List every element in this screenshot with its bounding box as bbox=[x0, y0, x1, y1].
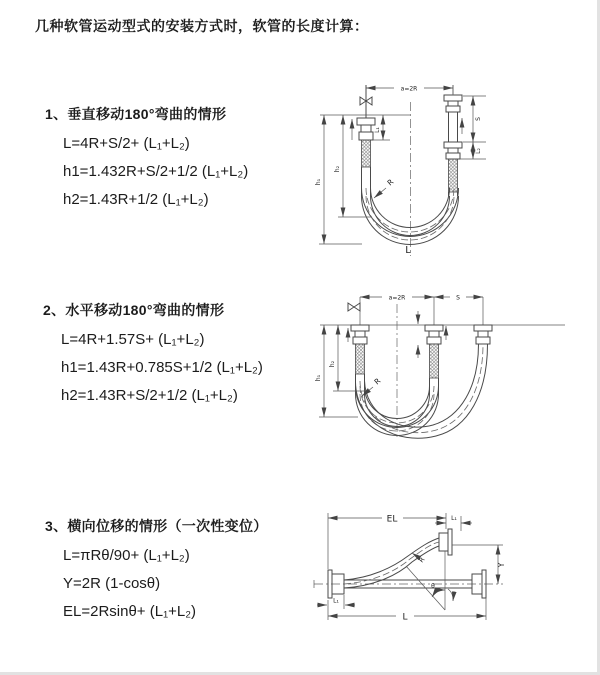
upper-flange bbox=[439, 529, 452, 555]
section-heading: 1、垂直移动180°弯曲的情形 bbox=[45, 106, 227, 122]
right-flange-lower bbox=[444, 142, 462, 159]
right-flange bbox=[474, 325, 492, 344]
right-flange-upper bbox=[444, 95, 462, 112]
formula-h1: h1=1.43R+0.785S+1/2 (L₁+L₂) bbox=[61, 359, 263, 376]
dim-label-span: a=2R bbox=[400, 85, 418, 93]
page-title: 几种软管运动型式的安装方式时，软管的长度计算： bbox=[35, 18, 369, 34]
dim-label-el: EL bbox=[386, 514, 398, 525]
section-vertical-movement bbox=[45, 104, 248, 214]
dim-label-h1: h₁ bbox=[315, 374, 322, 382]
left-flange bbox=[351, 325, 369, 344]
braided-hose-section bbox=[449, 159, 458, 192]
dim-label-h2: h₂ bbox=[329, 360, 336, 368]
formula-h2: h2=1.43R+S/2+1/2 (L₁+L₂) bbox=[61, 387, 238, 404]
dim-label-l: L bbox=[405, 245, 411, 256]
dim-label-h1: h₁ bbox=[315, 178, 322, 186]
section-heading: 3、横向位移的情形（一次性变位） bbox=[45, 518, 268, 534]
braided-hose-section bbox=[362, 140, 371, 167]
valve-icon bbox=[348, 303, 360, 311]
dim-label-span: a=2R bbox=[388, 294, 406, 302]
diagram-vertical-bend bbox=[310, 72, 600, 262]
dim-label-l1-bottom: L₁ bbox=[333, 597, 339, 605]
dim-label-r: R bbox=[417, 555, 427, 565]
dim-label-r: R bbox=[372, 376, 383, 387]
dim-label-s: S bbox=[475, 117, 482, 121]
dim-label-l: L bbox=[402, 612, 408, 623]
diagram-lateral-displacement bbox=[300, 498, 600, 638]
formula-L: L=πRθ/90+ (L₁+L₂) bbox=[63, 547, 190, 564]
dim-label-s: S bbox=[456, 294, 460, 302]
section-horizontal-movement bbox=[43, 300, 263, 410]
dim-label-l1-top: L₁ bbox=[451, 515, 457, 522]
dim-label-y: Y bbox=[497, 562, 506, 568]
formula-h2: h2=1.43R+1/2 (L₁+L₂) bbox=[63, 191, 209, 208]
formula-h1: h1=1.432R+S/2+1/2 (L₁+L₂) bbox=[63, 163, 249, 180]
dim-label-l2: L₂ bbox=[475, 148, 482, 154]
left-flange bbox=[357, 118, 375, 140]
formula-L: L=4R+S/2+ (L₁+L₂) bbox=[63, 135, 190, 152]
diagram-horizontal-bend bbox=[310, 282, 600, 462]
dim-label-h2: h₂ bbox=[334, 165, 341, 173]
formula-L: L=4R+1.57S+ (L₁+L₂) bbox=[61, 331, 205, 348]
formula-EL: EL=2Rsinθ+ (L₁+L₂) bbox=[63, 603, 197, 620]
dim-label-theta: θ bbox=[431, 583, 435, 590]
dim-label-r: R bbox=[385, 177, 396, 188]
dim-label-l1: L₁ bbox=[374, 127, 381, 133]
middle-flange bbox=[425, 325, 443, 344]
braided-hose-section bbox=[356, 344, 365, 374]
section-lateral-displacement bbox=[45, 516, 268, 626]
braided-hose-section bbox=[430, 344, 439, 378]
formula-Y: Y=2R (1-cosθ) bbox=[63, 575, 161, 592]
section-heading: 2、水平移动180°弯曲的情形 bbox=[43, 302, 225, 318]
valve-icon bbox=[360, 85, 372, 118]
